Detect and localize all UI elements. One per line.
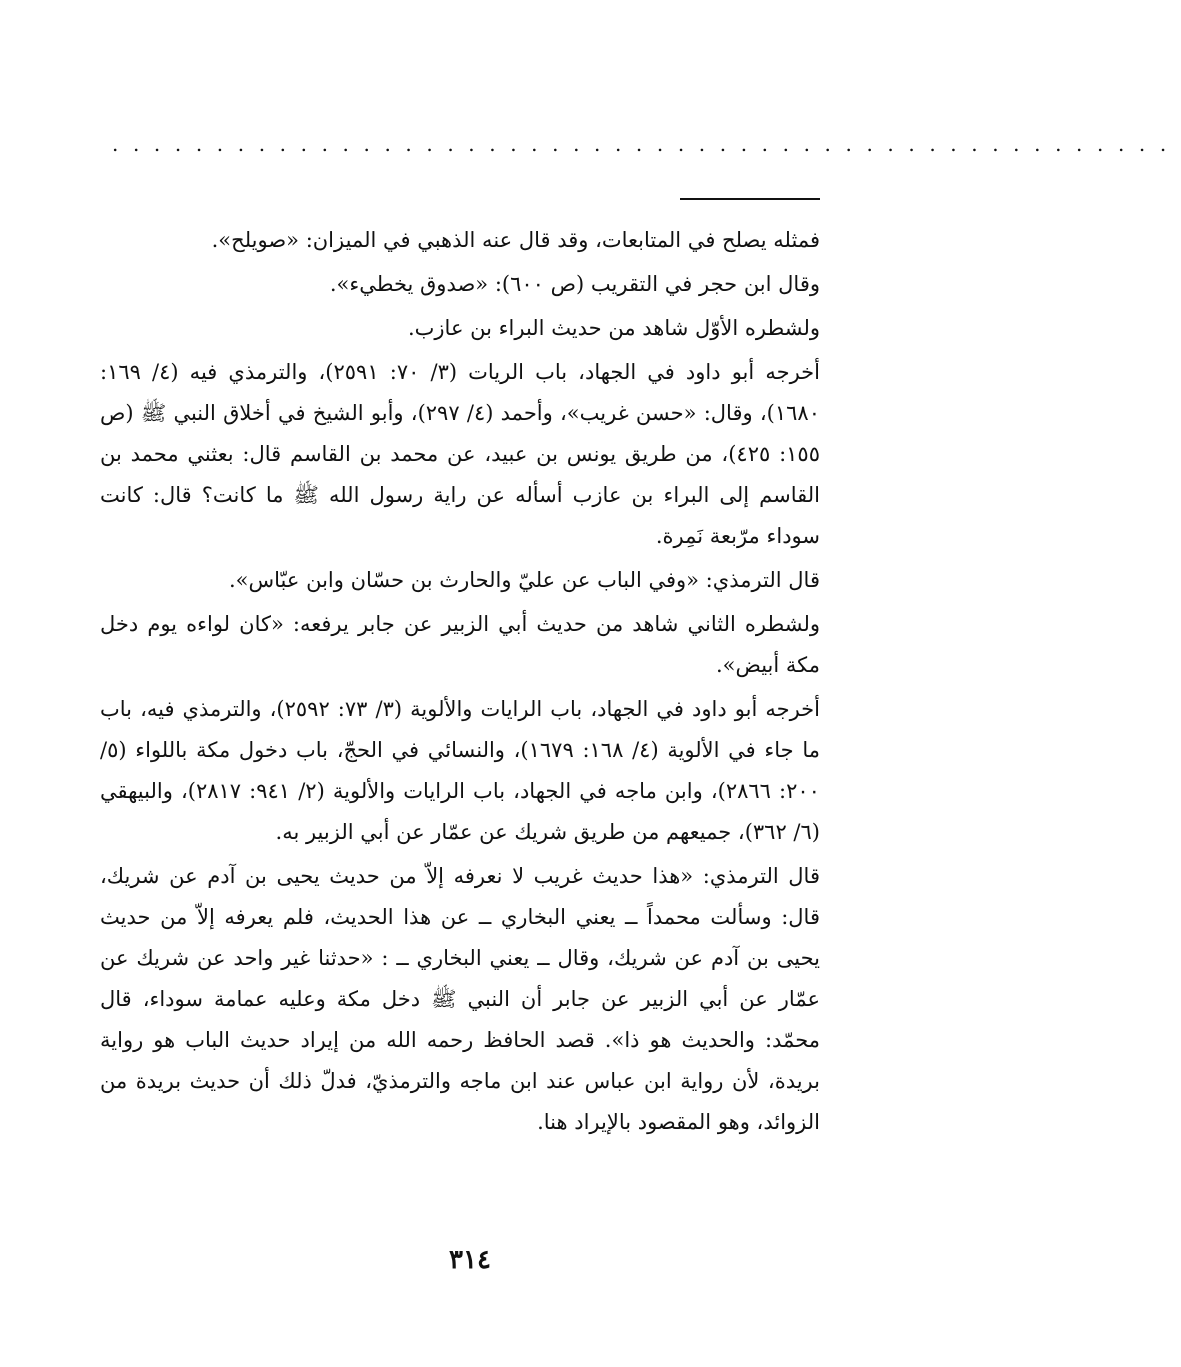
footnote-separator-rule [680, 198, 820, 200]
paragraph-7: أخرجه أبو داود في الجهاد، باب الرايات والألوية (٣/ ٧٣: ٢٥٩٢)، والترمذي فيه، باب ما جاء في الألوية (٤/ ١٦٨: ١٦٧٩)، والنسائي في الحجّ، باب دخول مكة باللواء (٥/ ٢٠٠: ٢٨٦٦)، وابن ماجه في الجهاد، باب الرايات والألوية (٢/ ٩٤١: ٢٨١٧)، والبيهقي (٦/ ٣٦٢)، جميعهم من طريق شريك عن عمّار عن أبي الزبير به. [100, 697, 820, 844]
paragraph-5: قال الترمذي: «وفي الباب عن عليّ والحارث بن حسّان وابن عبّاس». [229, 568, 820, 592]
paragraph-2: وقال ابن حجر في التقريب (ص ٦٠٠): «صدوق يخطيء». [329, 272, 820, 296]
paragraph-3: ولشطره الأوّل شاهد من حديث البراء بن عازب. [407, 316, 820, 340]
paragraph-6: ولشطره الثاني شاهد من حديث أبي الزبير عن جابر يرفعه: «كان لواءه يوم دخل مكة أبيض». [100, 612, 820, 677]
page-number: ٣١٤ [449, 1245, 491, 1275]
footnote-body [100, 220, 820, 1146]
dot-leader-divider: ................................................... [112, 132, 1181, 156]
paragraph-8: قال الترمذي: «هذا حديث غريب لا نعرفه إلاّ من حديث يحيى بن آدم عن شريك، قال: وسألت محمداً ــ يعني البخاري ــ عن هذا الحديث، فلم يعرفه إلاّ من حديث يحيى بن آدم عن شريك، وقال ــ يعني البخاري ــ : «حدثنا غير واحد عن شريك عن عمّار عن أبي الزبير عن جابر أن النبي ﷺ دخل مكة وعليه عمامة سوداء، قال محمّد: والحديث هو ذا». قصد الحافظ رحمه الله من إيراد حديث الباب هو رواية بريدة، لأن رواية ابن عباس عند ابن ماجه والترمذيّ، فدلّ ذلك أن حديث بريدة من الزوائد، وهو المقصود بالإيراد هنا. [100, 864, 820, 1134]
paragraph-4: أخرجه أبو داود في الجهاد، باب الريات (٣/ ٧٠: ٢٥٩١)، والترمذي فيه (٤/ ١٦٩: ١٦٨٠)، وقال: «حسن غريب»، وأحمد (٤/ ٢٩٧)، وأبو الشيخ في أخلاق النبي ﷺ (ص ١٥٥: ٤٢٥)، من طريق يونس بن عبيد، عن محمد بن القاسم قال: بعثني محمد بن القاسم إلى البراء بن عازب أسأله عن راية رسول الله ﷺ ما كانت؟ قال: كانت سوداء مرّبعة نَمِرة. [100, 360, 820, 548]
paragraph-1: فمثله يصلح في المتابعات، وقد قال عنه الذهبي في الميزان: «صويلح». [211, 228, 820, 252]
